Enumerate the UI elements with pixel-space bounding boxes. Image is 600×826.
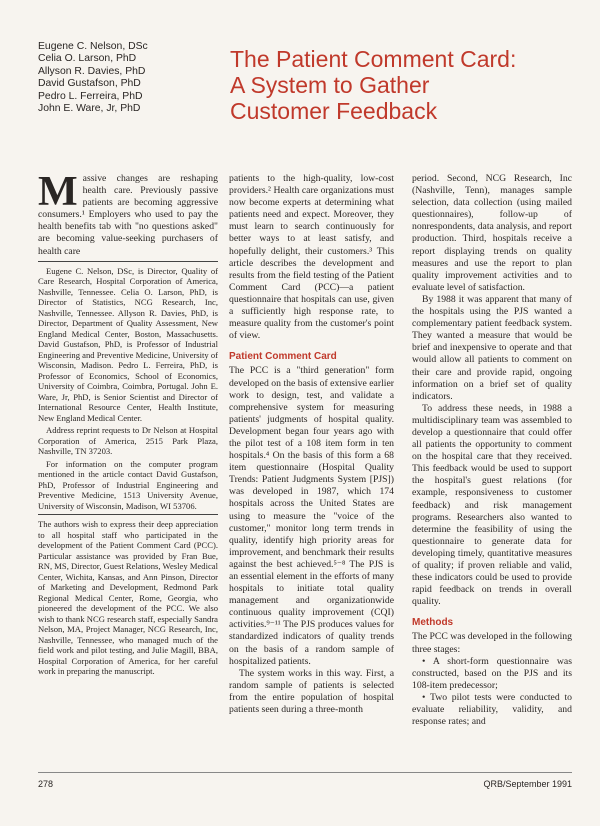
body-paragraph: The PCC is a "third generation" form developed on the basis of extensive earlier work to design, test, and validate a comprehensive system for measuring patients' judgments of hospital quality. Development began four years ago with the pilot test of a 108 item form in ten hospitals.⁴ On the basis of this form a 68 item questionnaire (Hospital Quality Trends: Patient Judgments System [PJS]) was developed in 1987, which 174 hospitals across the United States are using to measure the "voice of the customer," monitor long term trends in quality, identify high priority areas for improvement, and benchmark their results against the best achieved.⁵⁻⁸ The PJS is an essential element in the efforts of many hospitals to initiate total quality management and organizationwide continuous quality improvement (CQI) activities.⁹⁻¹¹ The PJS produces values for standardized indicators of quality trends on the basis of a random sample of hospitalized patients. [229, 365, 394, 667]
lead-paragraph [38, 169, 218, 258]
body-paragraph: By 1988 it was apparent that many of the hospitals using the PJS wanted a complementary patient feedback system. They wanted a measure that would be brief and inexpensive to operate and that would allow all patients to comment on their care and provide rapid, ongoing information on a brief set of quality indicators. [412, 293, 572, 402]
author-name: Eugene C. Nelson, DSc [38, 41, 148, 52]
body-paragraph: patients to the high-quality, low-cost providers.² Health care organizations must now become experts at determining what patients need and expect. Moreover, they must learn to search continuously for better ways to at least satisfy, and hopefully delight, their customers.³ This article describes the development and results from the field testing of the Patient Comment Card (PCC)—a patient questionnaire that hospitals can use, given a sufficiently high response rate, to measure quality from the customer's point of view. [229, 173, 394, 342]
column-right [412, 173, 572, 728]
column-middle [229, 173, 394, 716]
reprint-paragraph: Address reprint requests to Dr Nelson at Hospital Corporation of America, 2515 Park Plaza, Nashville, TN 37203. [38, 425, 218, 457]
body-paragraph: The system works in this way. First, a random sample of patients is selected from the entire population of hospital patients seen during a three-month [229, 667, 394, 716]
author-name: David Gustafson, PhD [38, 78, 141, 90]
divider [38, 261, 218, 262]
author-name: Pedro L. Ferreira, PhD [38, 90, 143, 102]
body-paragraph: To address these needs, in 1988 a multidisciplinary team was assembled to develop a questionnaire that could offer all patients the opportunity to comment on the hospital care that they received. This feedback would be used to support the hospital's guest relations (for example, responsiveness to customer feedback) and risk management programs. Researchers also wanted to determine the feasibility of using the questionnaire to generate data for developing timely, quantitative measures of quality; if proven reliable and valid, these indicators could be used to provide rapid feedback on trends in overall quality. [412, 402, 572, 608]
lead-text: assive changes are reshaping health care. Previously passive patients are becoming aggressive consumers.¹ Employers who used to pay the health benefits tab with "no questions asked" are becoming value-seeking purchasers of health care [38, 173, 218, 257]
author-name: Celia O. Larson, PhD [38, 53, 137, 65]
author-list [38, 41, 198, 115]
author-bios [38, 266, 218, 512]
body-paragraph: The PCC was developed in the following three stages: [412, 631, 572, 655]
author-name: John E. Ware, Jr, PhD [38, 103, 141, 115]
acknowledgments: The authors wish to express their deep appreciation to all hospital staff who participated in the development of the Patient Comment Card (PCC). Particular assistance was provided by Fran Bue, RN, MS, Director, Guest Relations, Wesley Medical Center, Wichita, Kansas, and Ann Pinson, Director of Marketing and Development, Redmond Park Regional Medical Center, Rome, Georgia, who pioneered the development of the PCC. We also wish to thank NCG research staff, especially Sandra Nelson, MA, Project Manager, NCG Research, Inc, Nashville, Tennessee, who managed much of the field work and pilot testing, and Julie Magill, BBA, Hospital Corporation of America, for her careful work in preparing the manuscript. [38, 519, 218, 677]
title-line: A System to Gather [230, 72, 430, 98]
author-name: Allyson R. Davies, PhD [38, 65, 146, 77]
column-left [38, 169, 218, 677]
divider [38, 514, 218, 515]
drop-cap: M [38, 169, 78, 215]
bio-paragraph: Eugene C. Nelson, DSc, is Director, Quality of Care Research, Hospital Corporation of America, Nashville, Tennessee. Celia O. Larson, PhD, is Director of Statistics, NCG Research, Inc, Nashville, Tennessee. Allyson R. Davies, PhD, is Director, Department of Quality Assessment, New England Medical Center, Boston, Massachusetts. David Gustafson, PhD, is Professor of Industrial Engineering and Preventive Medicine, University of Wisconsin, Madison. Pedro L. Ferreira, PhD, is Professor of Economics, School of Economics, University of Coimbra, Coimbra, Portugal. John E. Ware, Jr, PhD, is Senior Scientist and Director of International Resource Center, Health Institute, New England Medical Center. [38, 265, 218, 423]
title-line: Customer Feedback [230, 98, 438, 124]
journal-issue: QRB/September 1991 [483, 779, 572, 789]
article-title [230, 46, 570, 124]
section-heading: Patient Comment Card [229, 351, 337, 363]
list-item: • A short-form questionnaire was constructed, based on the PJS and its 108-item predecessor; [412, 655, 572, 691]
contact-paragraph: For information on the computer program mentioned in the article contact David Gustafson, PhD, Professor of Industrial Engineering and Preventive Medicine, 1513 University Avenue, University of Wisconsin, Madison, WI 53706. [38, 458, 218, 511]
page-number: 278 [38, 779, 54, 789]
section-heading: Methods [412, 617, 454, 629]
list-item: • Two pilot tests were conducted to evaluate reliability, validity, and response rates; and [412, 691, 572, 728]
title-line: The Patient Comment Card: [230, 46, 517, 72]
body-paragraph: period. Second, NCG Research, Inc (Nashville, Tenn), manages sample selection, data collection (using mailed questionnaires), follow-up of nonrespondents, data analysis, and report production. Third, hospitals receive a report displaying trends on quality measures and use the report to plan quality improvement activities and to evaluate level of satisfaction. [412, 173, 572, 293]
footer-rule [38, 772, 572, 773]
